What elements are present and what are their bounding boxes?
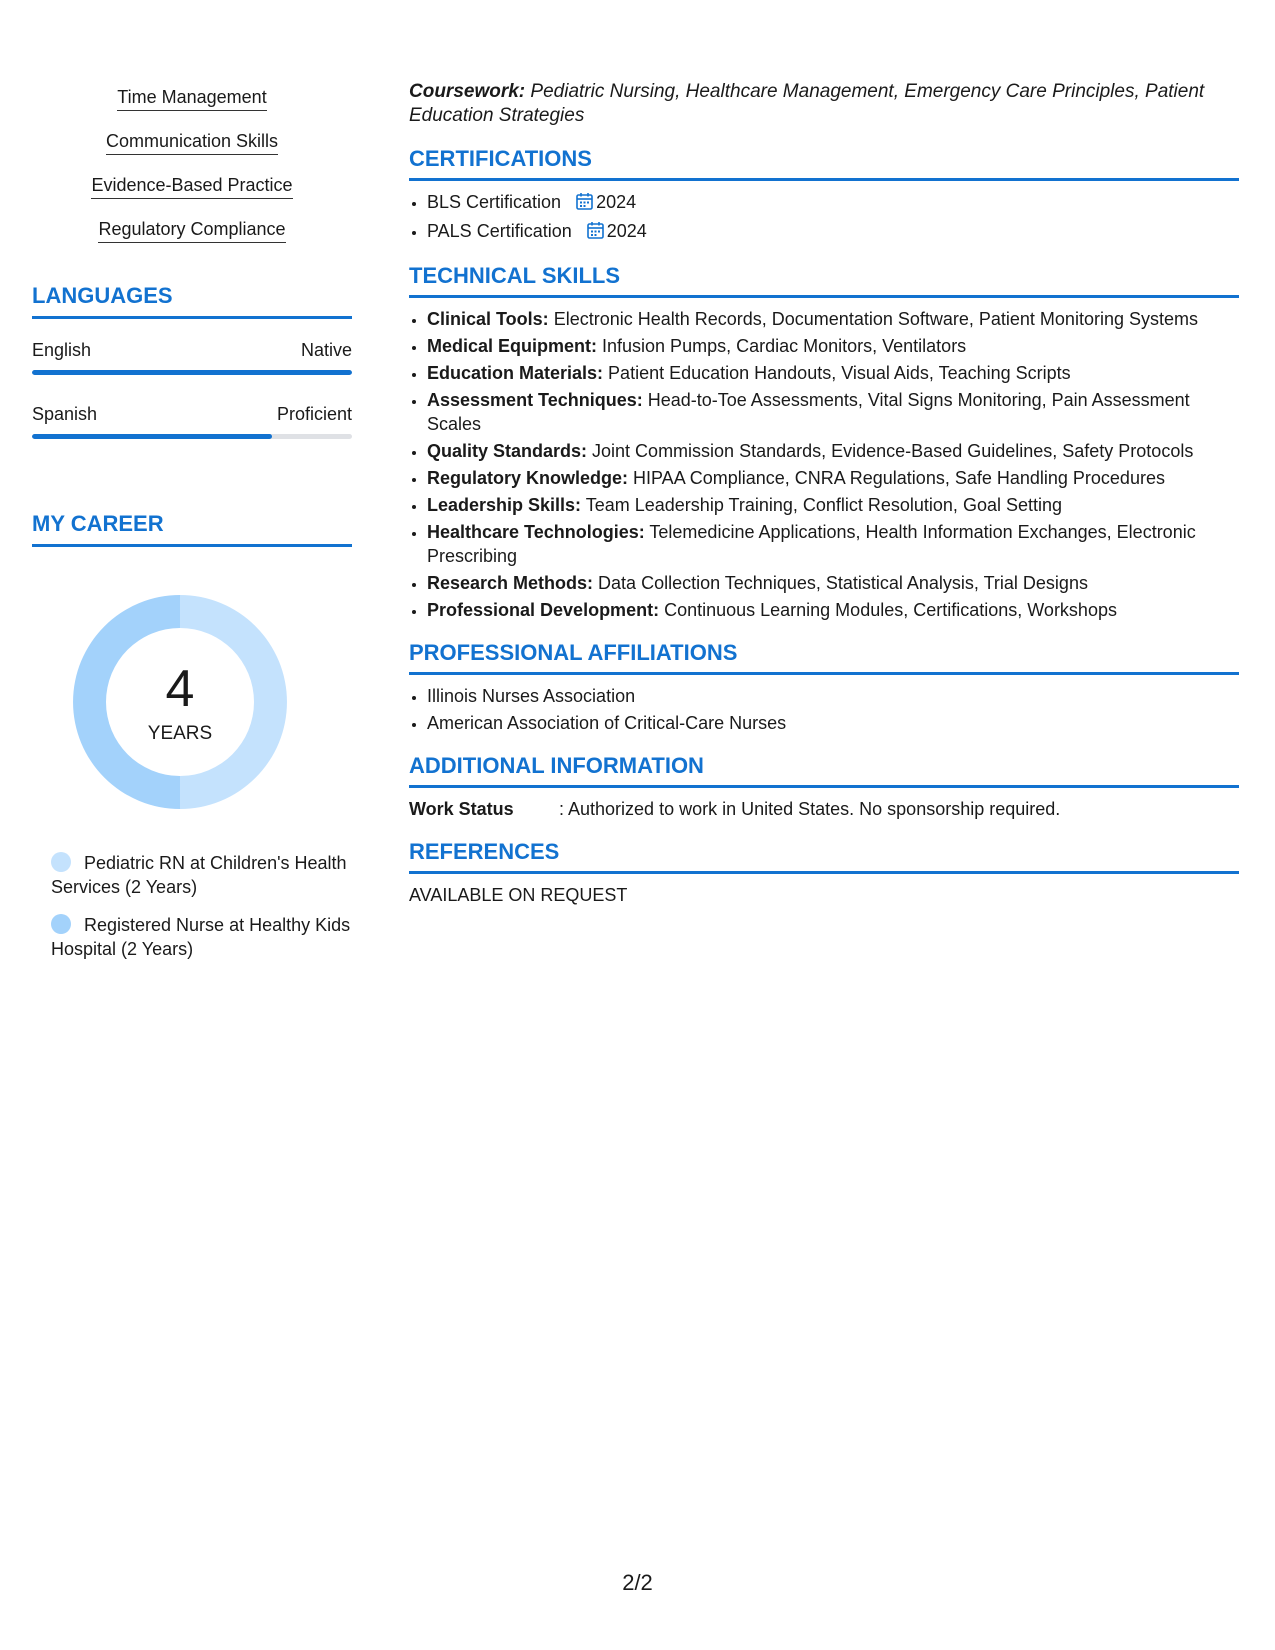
technical-skills-title: TECHNICAL SKILLS [409, 263, 1239, 298]
technical-skill-item [427, 439, 1239, 463]
language-bar [32, 370, 352, 375]
certification-item [427, 219, 1239, 245]
technical-skill-item [427, 571, 1239, 595]
skills-list [32, 86, 352, 243]
legend-label: Registered Nurse at Healthy Kids Hospital (2 Years) [51, 915, 351, 959]
technical-skill-text: Head-to-Toe Assessments, Vital Signs Monitoring, Pain Assessment Scales [427, 390, 1190, 434]
skill-item: Time Management [117, 86, 266, 111]
career-donut [67, 589, 293, 815]
certification-name: BLS Certification [427, 192, 562, 212]
technical-skill-text: HIPAA Compliance, CNRA Regulations, Safe Handling Procedures [628, 468, 1165, 488]
technical-skill-item [427, 361, 1239, 385]
technical-skill-item [427, 598, 1239, 622]
coursework-text: Pediatric Nursing, Healthcare Management, Emergency Care Principles, Patient Education Strategies [409, 81, 1205, 126]
calendar-icon [587, 221, 604, 245]
certification-year: 2024 [606, 221, 647, 241]
technical-skill-label: Medical Equipment: [427, 336, 598, 356]
page-number: 2/2 [622, 1570, 653, 1595]
calendar-icon [576, 192, 593, 216]
work-status-row [409, 797, 1239, 821]
references-text: AVAILABLE ON REQUEST [409, 885, 628, 905]
certification-name: PALS Certification [427, 221, 572, 241]
career-legend [32, 851, 352, 961]
affiliation-item: • American Association of Critical-Care Nurses [427, 711, 1239, 735]
technical-skill-label: Clinical Tools: [427, 309, 549, 329]
coursework-label: Coursework: [409, 81, 526, 102]
affiliations-title: PROFESSIONAL AFFILIATIONS [409, 640, 1239, 675]
language-level: Proficient [276, 404, 352, 424]
technical-skill-text: Infusion Pumps, Cardiac Monitors, Ventilators [597, 336, 967, 356]
technical-skill-label: Professional Development: [427, 600, 660, 620]
skill-item: Communication Skills [106, 130, 278, 155]
technical-skill-label: Assessment Techniques: [427, 390, 643, 410]
language-name: Spanish [32, 404, 98, 424]
technical-skill-label: Regulatory Knowledge: [427, 468, 629, 488]
work-status-label: Work Status [409, 799, 514, 819]
references-title: REFERENCES [409, 839, 1239, 874]
language-bar-fill [32, 370, 352, 375]
technical-skill-text: Patient Education Handouts, Visual Aids, Teaching Scripts [603, 363, 1071, 383]
technical-skill-label: Education Materials: [427, 363, 604, 383]
languages-title: LANGUAGES [32, 283, 352, 319]
skill-item: Evidence-Based Practice [91, 174, 292, 199]
left-column [32, 86, 352, 975]
affiliations-list [409, 684, 1239, 735]
language-level: Native [300, 340, 352, 360]
language-item [32, 339, 352, 375]
certification-item [427, 190, 1239, 216]
languages-section [32, 283, 352, 439]
certifications-title: CERTIFICATIONS [409, 146, 1239, 181]
technical-skill-item [427, 388, 1239, 436]
technical-skill-text: Data Collection Techniques, Statistical Analysis, Trial Designs [593, 573, 1088, 593]
career-total-years: 4 [165, 660, 195, 718]
career-title: MY CAREER [32, 511, 352, 547]
legend-dot [51, 914, 71, 934]
right-column [409, 80, 1239, 907]
career-legend-item [32, 851, 352, 899]
technical-skill-label: Leadership Skills: [427, 495, 582, 515]
career-total-unit: YEARS [147, 723, 213, 744]
skill-item: Regulatory Compliance [98, 218, 285, 243]
technical-skill-item [427, 307, 1239, 331]
technical-skill-item [427, 520, 1239, 568]
technical-skills-list [409, 307, 1239, 622]
career-section [32, 511, 352, 961]
technical-skill-text: Team Leadership Training, Conflict Resolution, Goal Setting [581, 495, 1062, 515]
technical-skill-label: Quality Standards: [427, 441, 588, 461]
technical-skill-item [427, 334, 1239, 358]
certification-year: 2024 [596, 192, 637, 212]
technical-skill-text: Continuous Learning Modules, Certifications, Workshops [659, 600, 1117, 620]
certifications-list [409, 190, 1239, 245]
language-name: English [32, 340, 92, 360]
technical-skill-label: Healthcare Technologies: [427, 522, 645, 542]
work-status-value: : Authorized to work in United States. No sponsorship required. [559, 799, 1061, 819]
language-item [32, 403, 352, 439]
technical-skill-item [427, 466, 1239, 490]
affiliation-item: • Illinois Nurses Association [427, 684, 1239, 708]
technical-skill-text: Joint Commission Standards, Evidence-Based Guidelines, Safety Protocols [587, 441, 1194, 461]
legend-dot [51, 852, 71, 872]
technical-skill-text: Electronic Health Records, Documentation Software, Patient Monitoring Systems [548, 309, 1198, 329]
language-bar [32, 434, 352, 439]
career-legend-item [32, 913, 352, 961]
coursework [409, 80, 1239, 128]
language-bar-fill [32, 434, 272, 439]
technical-skill-label: Research Methods: [427, 573, 594, 593]
legend-label: Pediatric RN at Children's Health Services (2 Years) [51, 853, 347, 897]
technical-skill-item [427, 493, 1239, 517]
technical-skill-text: Telemedicine Applications, Health Information Exchanges, Electronic Prescribing [427, 522, 1196, 566]
additional-info-title: ADDITIONAL INFORMATION [409, 753, 1239, 788]
